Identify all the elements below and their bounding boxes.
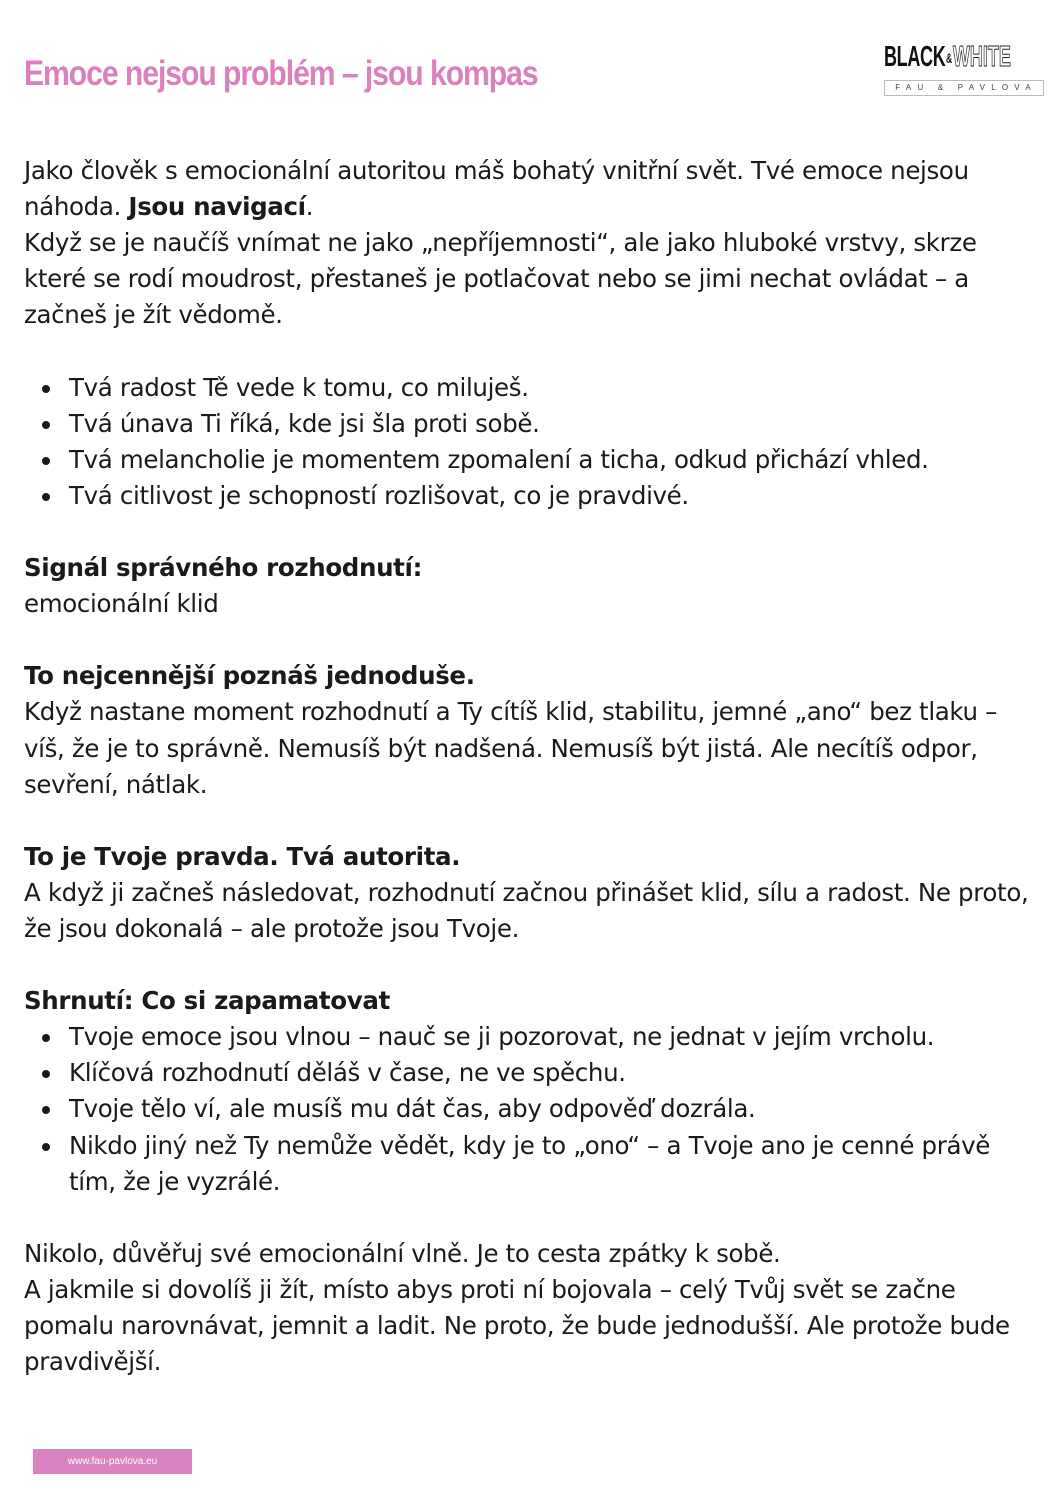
logo-black: BLACK <box>884 41 946 73</box>
list-item: Klíčová rozhodnutí děláš v čase, ne ve spěchu. <box>69 1055 1036 1091</box>
list-item: Tvá melancholie je momentem zpomalení a ticha, odkud přichází vhled. <box>69 442 1036 478</box>
summary-heading: Shrnutí: Co si zapamatovat <box>24 986 390 1016</box>
list-item: Tvoje tělo ví, ale musíš mu dát čas, aby odpověď dozrála. <box>69 1091 1036 1127</box>
document-body <box>24 153 1036 1380</box>
intro-bold: Jsou navigací <box>128 192 306 222</box>
page-title: Emoce nejsou problém – jsou kompas <box>24 54 538 93</box>
signal-heading: Signál správného rozhodnutí: <box>24 553 423 583</box>
spacer <box>24 622 1036 658</box>
logo-subtitle: FAU & PAVLOVA <box>884 80 1044 96</box>
spacer <box>24 514 1036 550</box>
list-item: Tvá radost Tě vede k tomu, co miluješ. <box>69 370 1036 406</box>
list-item: Nikdo jiný než Ty nemůže vědět, kdy je to „ono“ – a Tvoje ano je cenné právě tím, že je vyzrálé. <box>69 1128 1036 1200</box>
truth-text: A když ji začneš následovat, rozhodnutí začnou přinášet klid, sílu a radost. Ne proto, že jsou dokonalá – ale protože jsou Tvoje. <box>24 877 1029 943</box>
truth-heading: To je Tvoje pravda. Tvá autorita. <box>24 841 461 871</box>
logo-amp: & <box>946 50 953 66</box>
brand-logo <box>884 40 1040 96</box>
list-item: Tvá únava Ti říká, kde jsi šla proti sobě. <box>69 406 1036 442</box>
intro-paragraph-2: Když se je naučíš vnímat ne jako „nepříjemnosti“, ale jako hluboké vrstvy, skrze které se rodí moudrost, přestaneš je potlačovat nebo se jimi nechat ovládat – a začneš je žít vědomě. <box>24 228 977 330</box>
list-item: Tvoje emoce jsou vlnou – nauč se ji pozorovat, ne jednat v jejím vrcholu. <box>69 1019 1036 1055</box>
valuable-text: Když nastane moment rozhodnutí a Ty cítíš klid, stabilitu, jemné „ano“ bez tlaku – víš, že je to správně. Nemusíš být nadšená. Nemusíš být jistá. Ale necítíš odpor, sevření, nátlak. <box>24 697 998 799</box>
emotions-list <box>24 370 1036 514</box>
closing-paragraph: A jakmile si dovolíš ji žít, místo abys proti ní bojovala – celý Tvůj svět se začne pomalu narovnávat, jemnit a ladit. Ne proto, že bude jednodušší. Ale protože bude pravdivější. <box>24 1274 1010 1377</box>
spacer <box>24 803 1036 839</box>
website-link[interactable]: www.fau-pavlova.eu <box>33 1449 192 1474</box>
logo-wordmark <box>884 40 1011 74</box>
closing-line: Nikolo, důvěřuj své emocionální vlně. Je to cesta zpátky k sobě. <box>24 1238 781 1268</box>
summary-list <box>24 1019 1036 1199</box>
signal-text: emocionální klid <box>24 589 219 619</box>
spacer <box>24 333 1036 369</box>
list-item: Tvá citlivost je schopností rozlišovat, co je pravdivé. <box>69 478 1036 514</box>
spacer <box>24 1200 1036 1236</box>
logo-white: WHITE <box>952 41 1011 73</box>
intro-paragraph: Jako člověk s emocionální autoritou máš bohatý vnitřní svět. Tvé emoce nejsou náhoda. Jsou navigací. <box>24 156 969 222</box>
spacer <box>24 947 1036 983</box>
valuable-heading: To nejcennější poznáš jednoduše. <box>24 661 475 691</box>
